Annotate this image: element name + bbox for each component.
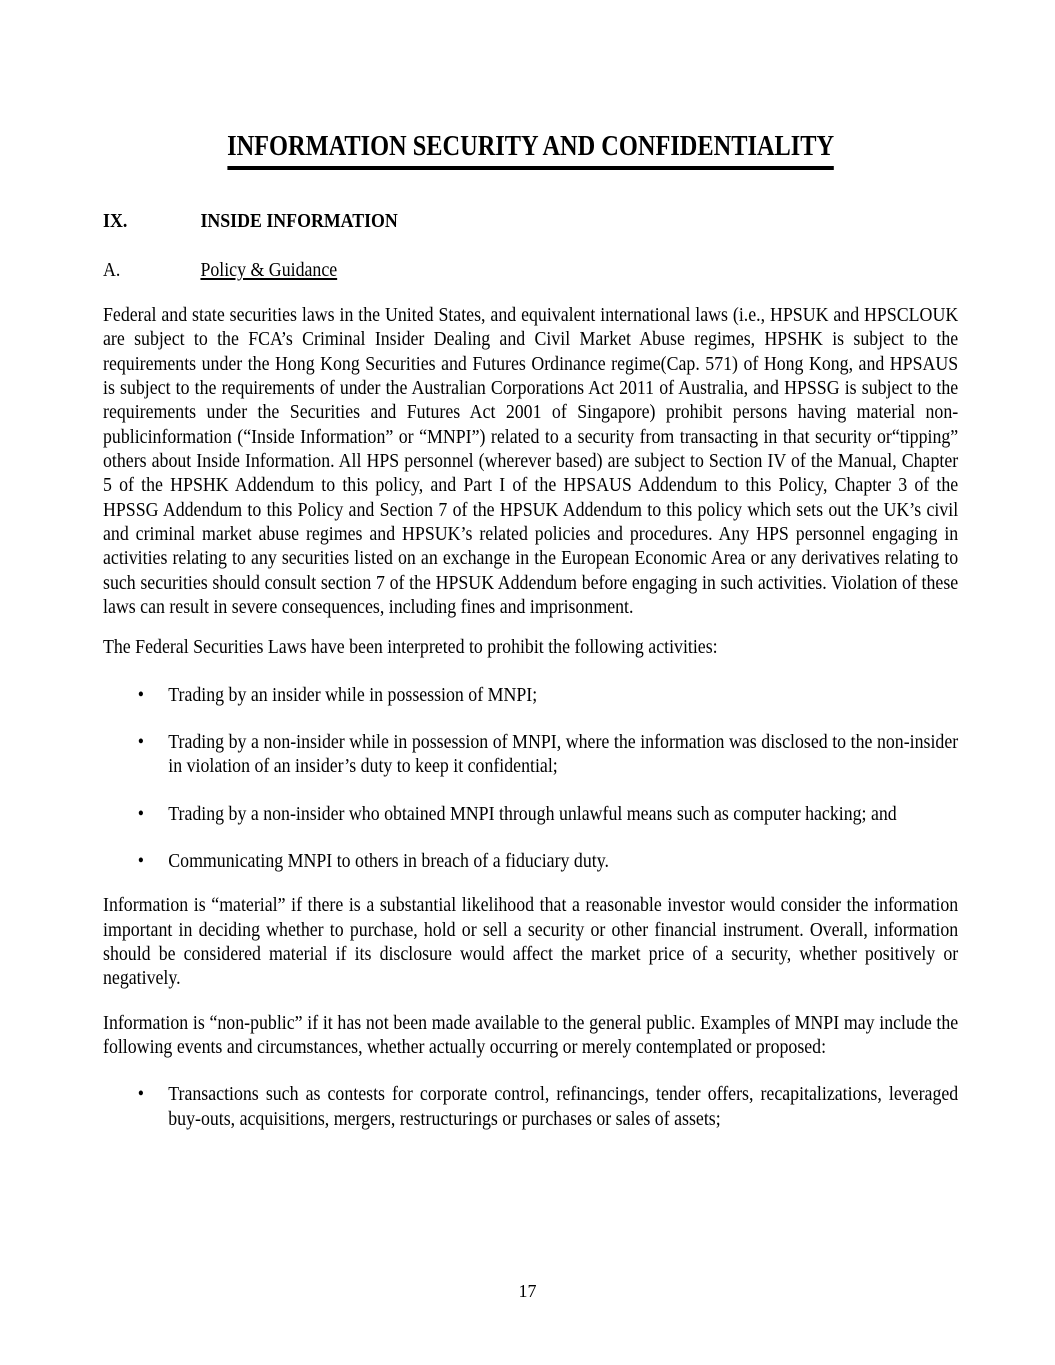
- list-item: [138, 730, 958, 779]
- subsection-letter: A.: [103, 258, 121, 281]
- section-number: IX.: [103, 210, 128, 233]
- mnpi-examples-list: [103, 1082, 958, 1131]
- list-item: [138, 849, 958, 873]
- document-content: [103, 0, 958, 1131]
- page-number: 17: [518, 1281, 537, 1301]
- list-item: [138, 802, 958, 826]
- subsection-title: Policy & Guidance: [200, 258, 338, 281]
- section-heading: [103, 209, 958, 233]
- paragraph-material-definition: Information is “material” if there is a substantial likelihood that a reasonable investor would consider the information important in deciding whether to purchase, hold or sell a security or other financial instrument. Overall, information should be considered material if its disclosure would affect the market price of a security, whether positively or negatively.: [103, 894, 959, 990]
- subsection-heading: [103, 258, 958, 282]
- section-title: INSIDE INFORMATION: [200, 210, 398, 233]
- bullet-icon: •: [137, 731, 145, 754]
- bullet-icon: •: [137, 1083, 145, 1106]
- bullet-icon: •: [137, 802, 145, 825]
- paragraph-policy-guidance: Federal and state securities laws in the United States, and equivalent international laws (i.e., HPSUK and HPSCLOUK are subject to the FCA’s Criminal Insider Dealing and Civil Market Abuse regimes, HPSHK is subject to the requirements under the Hong Kong Securities and Futures Ordinance regime(Cap. 571) of Hong Kong, and HPSAUS is subject to the requirements of under the Australian Corporations Act 2011 of Australia, and HPSSG is subject to the requirements under the Securities and Futures Act 2001 of Singapore) prohibit persons having material non-publicinformation (“Inside Information” or “MNPI”) related to a security from transacting in that security or“tipping” others about Inside Information. All HPS personnel (wherever based) are subject to Section IV of the Manual, Chapter 5 of the HPSHK Addendum to this policy, and Part I of the HPSAUS Addendum to this Policy, Chapter 3 of the HPSSG Addendum to this Policy and Section 7 of the HPSUK Addendum to this policy which sets out the UK’s civil and criminal market abuse regimes and HPSUK’s related policies and procedures. Any HPS personnel engaging in activities relating to any securities listed on an exchange in the European Economic Area or any derivatives relating to such securities should consult section 7 of the HPSUK Addendum before engaging in such activities. Violation of these laws can result in severe consequences, including fines and imprisonment.: [103, 303, 959, 618]
- bullet-icon: •: [137, 683, 145, 706]
- list-item: [138, 1082, 958, 1131]
- paragraph-nonpublic-definition: Information is “non-public” if it has not been made available to the general public. Examples of MNPI may include the following events and circumstances, whether actually occurring or merely contemplated or proposed:: [103, 1011, 959, 1059]
- bullet-icon: •: [137, 850, 145, 873]
- paragraph-federal-intro: The Federal Securities Laws have been interpreted to prohibit the following activities:: [103, 636, 718, 659]
- prohibited-activities-list: [103, 683, 958, 874]
- page-title-text: INFORMATION SECURITY AND CONFIDENTIALITY: [227, 131, 834, 170]
- list-item-text: Transactions such as contests for corporate control, refinancings, tender offers, recapitalizations, leveraged buy-outs, acquisitions, mergers, restructurings or purchases or sales of assets;: [168, 1083, 959, 1130]
- list-item-text: Communicating MNPI to others in breach of a fiduciary duty.: [168, 850, 609, 873]
- page-title: [103, 131, 958, 170]
- list-item-text: Trading by an insider while in possession of MNPI;: [168, 683, 538, 706]
- list-item-text: Trading by a non-insider while in possession of MNPI, where the information was disclosed to the non-insider in violation of an insider’s duty to keep it confidential;: [168, 731, 959, 778]
- list-item-text: Trading by a non-insider who obtained MNPI through unlawful means such as computer hacking; and: [168, 802, 897, 825]
- list-item: [138, 683, 958, 707]
